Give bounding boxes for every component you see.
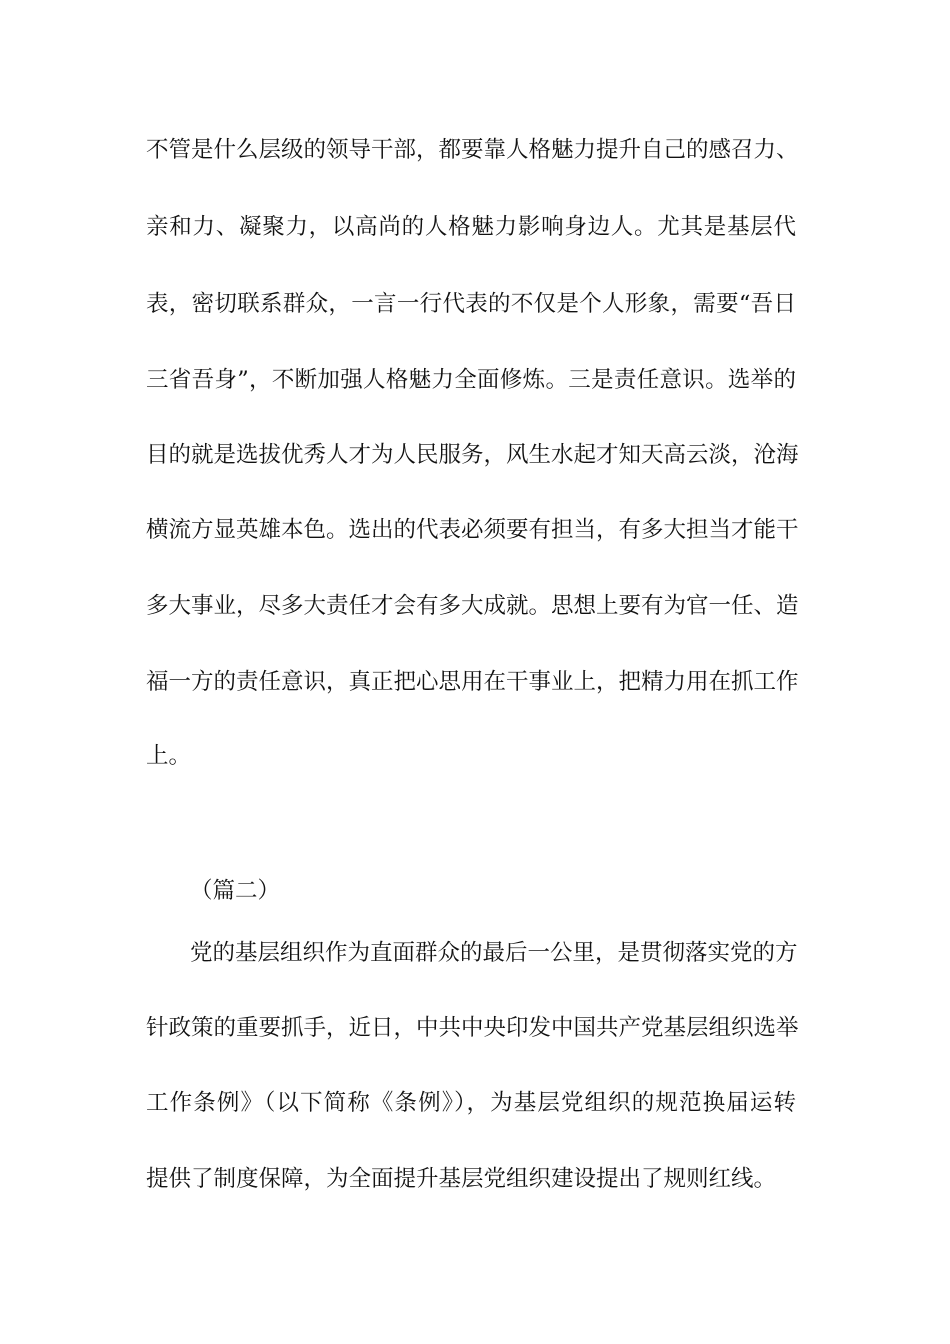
paragraph-2-line-1: 党的基层组织作为直面群众的最后一公里，是贯彻落实党的方 — [190, 940, 798, 966]
paragraph-1-line-5: 目的就是选拔优秀人才为人民服务，风生水起才知天高云淡，沧海 — [146, 442, 799, 468]
paragraph-1-line-3: 表，密切联系群众，一言一行代表的不仅是个人形象，需要“吾日 — [146, 291, 796, 317]
paragraph-1-line-7: 多大事业，尽多大责任才会有多大成就。思想上要有为官一任、造 — [146, 593, 799, 619]
section-heading: （篇二） — [190, 878, 281, 904]
paragraph-2-line-2: 针政策的重要抓手，近日，中共中央印发中国共产党基层组织选举 — [146, 1015, 799, 1041]
paragraph-2-line-4: 提供了制度保障，为全面提升基层党组织建设提出了规则红线。 — [146, 1166, 777, 1192]
paragraph-1-line-2: 亲和力、凝聚力，以高尚的人格魅力影响身边人。尤其是基层代 — [146, 214, 796, 240]
paragraph-1-line-9: 上。 — [146, 743, 192, 769]
paragraph-1-line-1: 不管是什么层级的领导干部，都要靠人格魅力提升自己的感召力、 — [146, 137, 799, 163]
paragraph-1-line-8: 福一方的责任意识，真正把心思用在干事业上，把精力用在抓工作 — [146, 669, 799, 695]
paragraph-2-line-3: 工作条例》（以下简称《条例》），为基层党组织的规范换届运转 — [146, 1090, 796, 1116]
paragraph-1-line-6: 横流方显英雄本色。选出的代表必须要有担当，有多大担当才能干 — [146, 517, 799, 543]
paragraph-1-line-4: 三省吾身”，不断加强人格魅力全面修炼。三是责任意识。选举的 — [146, 367, 796, 393]
